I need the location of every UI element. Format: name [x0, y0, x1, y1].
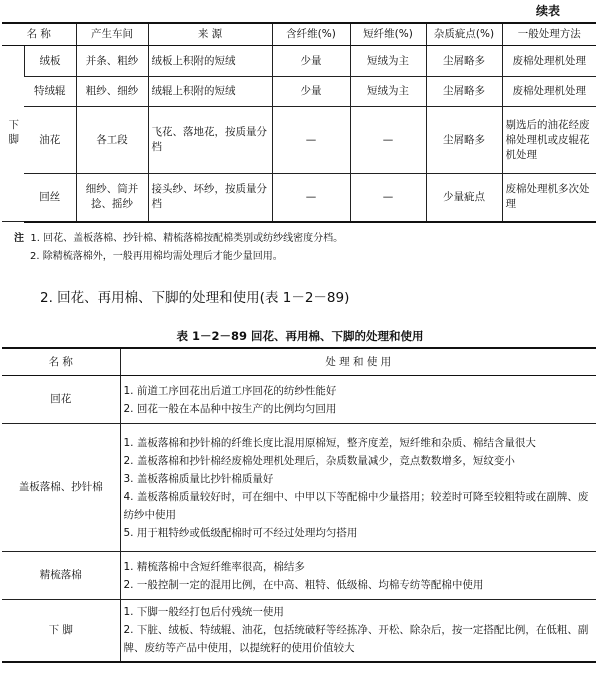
cell-name: 特绒辊 — [24, 77, 76, 107]
usage-item: 2. 一般控制一定的混用比例，在中高、粗特、低级棉、均棉专纺等配棉中使用 — [123, 578, 484, 591]
cell-workshop: 细纱、筒并捻、摇纱 — [76, 174, 148, 222]
column-header: 处 理 和 使 用 — [120, 348, 596, 376]
usage-item: 2. 下脏、绒板、特绒辊、油花，包括统破籽等经拣净、开松、除杂后，按一定搭配比例，在低粗、副牌、废纺等产品中使用，以提统籽的使用价值较大 — [123, 624, 589, 655]
waste-source-table — [2, 22, 596, 223]
note-2: 2. 除精梳落棉外，一般再用棉均需处理后才能少量回用。 — [30, 251, 283, 262]
cell-method: 废棉处理机多次处理 — [502, 174, 596, 222]
usage-item: 5. 用于粗特纱或低级配棉时可不经过处理均匀搭用 — [123, 526, 358, 539]
usage-item: 1. 盖板落棉和抄针棉的纤维长度比混用原棉短，整齐度差，短纤维和杂质、棉结含量很大 — [123, 436, 536, 449]
column-header: 产生车间 — [76, 23, 148, 46]
table-row — [2, 107, 596, 174]
table-caption: 表 1－2－89 回花、再用棉、下脚的处理和使用 — [176, 329, 424, 343]
usage-item: 1. 精梳落棉中含短纤维率很高，棉结多 — [123, 560, 305, 573]
cell-fiber: — — [272, 174, 350, 222]
cell-impurity: 尘屑略多 — [426, 77, 502, 107]
table-row — [2, 77, 596, 107]
table-row — [2, 552, 596, 600]
column-header: 杂质疵点(%) — [426, 23, 502, 46]
cell-usage — [120, 424, 596, 552]
group-label: 下脚 — [2, 46, 24, 222]
usage-item: 1. 下脚一般经打包后付残统一使用 — [123, 606, 284, 619]
cell-fiber: — — [272, 107, 350, 174]
cell-source: 飞花、落地花，按质量分档 — [148, 107, 272, 174]
cell-name: 回花 — [2, 376, 120, 424]
usage-item: 3. 盖板落棉质量比抄针棉质量好 — [123, 472, 274, 485]
cell-usage — [120, 552, 596, 600]
cell-fiber: 少量 — [272, 77, 350, 107]
usage-item: 1. 前道工序回花出后道工序回花的纺纱性能好 — [123, 384, 337, 397]
cell-usage — [120, 600, 596, 662]
table-row — [2, 46, 596, 77]
cell-workshop: 各工段 — [76, 107, 148, 174]
waste-usage-table — [2, 347, 596, 663]
column-header: 来 源 — [148, 23, 272, 46]
cell-source: 绒辊上积附的短绒 — [148, 77, 272, 107]
cell-name: 盖板落棉、抄针棉 — [2, 424, 120, 552]
cell-short: — — [350, 107, 426, 174]
note-label: 注 — [14, 233, 24, 244]
column-header: 名 称 — [2, 23, 76, 46]
note-text: 1. 回花、盖板落棉、抄针棉、精梳落棉按配棉类别或纺纱线密度分档。 — [30, 233, 344, 244]
cell-method: 剔选后的油花经废棉处理机或皮辊花机处理 — [502, 107, 596, 174]
cell-impurity: 尘屑略多 — [426, 107, 502, 174]
cell-source: 接头纱、坏纱，按质量分档 — [148, 174, 272, 222]
cell-name: 回丝 — [24, 174, 76, 222]
note-1 — [14, 230, 343, 248]
cell-impurity: 尘屑略多 — [426, 46, 502, 77]
column-header: 一般处理方法 — [502, 23, 596, 46]
cell-short: 短绒为主 — [350, 77, 426, 107]
usage-item: 4. 盖板落棉质量较好时，可在细中、中甲以下等配棉中少量搭用；较差时可降至较粗特或在副牌、废纺纱中使用 — [123, 490, 589, 521]
cell-short: — — [350, 174, 426, 222]
column-header: 短纤维(%) — [350, 23, 426, 46]
continued-label: 续表 — [535, 4, 560, 18]
cell-method: 废棉处理机处理 — [502, 77, 596, 107]
table-header-row — [2, 348, 596, 376]
cell-name: 精梳落棉 — [2, 552, 120, 600]
column-header: 名 称 — [2, 348, 120, 376]
table-row — [2, 424, 596, 552]
table-notes — [14, 230, 343, 266]
cell-method: 废棉处理机处理 — [502, 46, 596, 77]
cell-name: 油花 — [24, 107, 76, 174]
cell-workshop: 粗纱、细纱 — [76, 77, 148, 107]
cell-source: 绒板上积附的短绒 — [148, 46, 272, 77]
table-row — [2, 376, 596, 424]
cell-name: 绒板 — [24, 46, 76, 77]
usage-item: 2. 回花一般在本品种中按生产的比例均匀回用 — [123, 402, 337, 415]
section-heading: 2. 回花、再用棉、下脚的处理和使用(表 1－2－89) — [40, 290, 350, 306]
table-row — [2, 600, 596, 662]
cell-impurity: 少量疵点 — [426, 174, 502, 222]
usage-item: 2. 盖板落棉和抄针棉经废棉处理机处理后，杂质数量减少，竞点数数增多，短纹变小 — [123, 454, 515, 467]
table-header-row — [2, 23, 596, 46]
table-row — [2, 174, 596, 222]
cell-name: 下 脚 — [2, 600, 120, 662]
column-header: 含纤维(%) — [272, 23, 350, 46]
cell-fiber: 少量 — [272, 46, 350, 77]
cell-usage — [120, 376, 596, 424]
cell-workshop: 并条、粗纱 — [76, 46, 148, 77]
cell-short: 短绒为主 — [350, 46, 426, 77]
